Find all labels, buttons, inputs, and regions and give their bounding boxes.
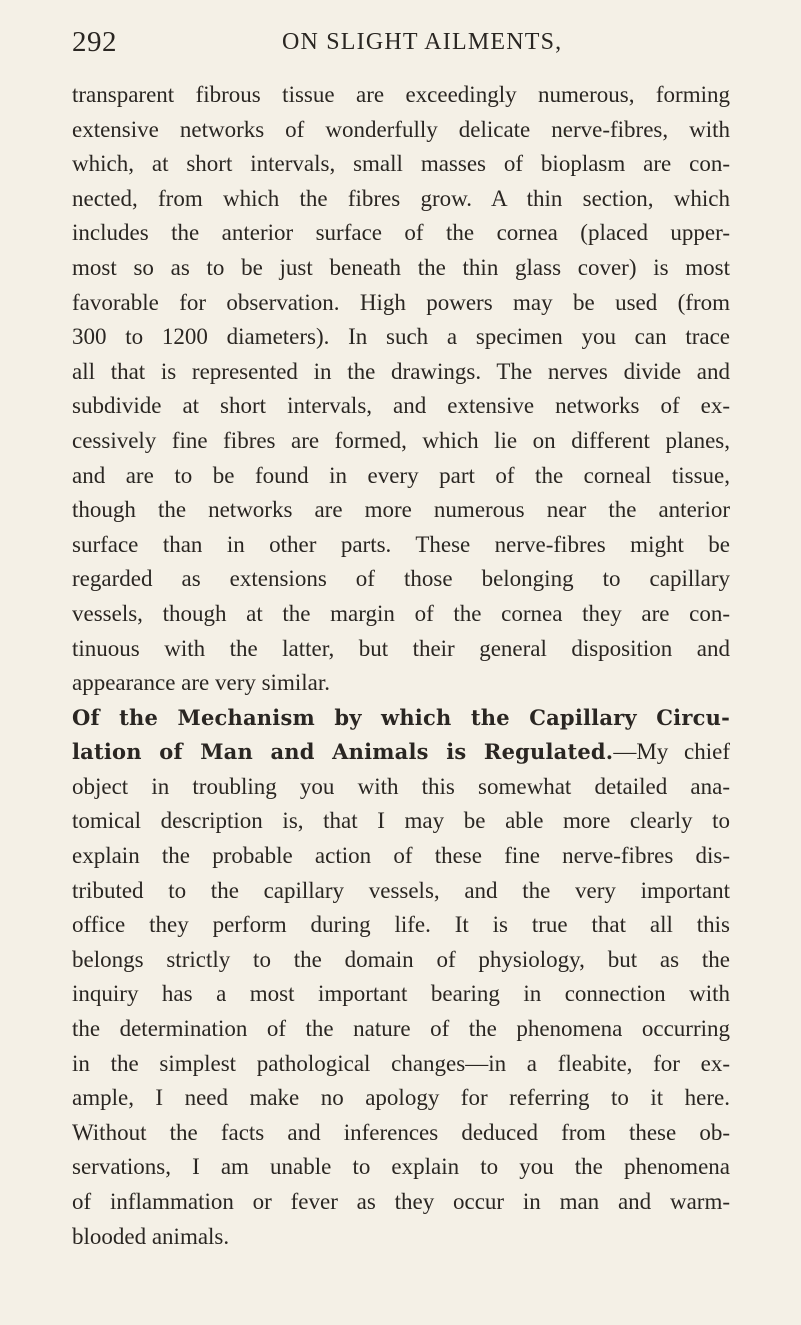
- text-line: surface than in other parts. These nerve-fibres might be: [72, 531, 730, 557]
- text-line: blooded animals.: [72, 1223, 230, 1249]
- running-head: [72, 22, 732, 62]
- text-line: tinuous with the latter, but their general disposition and: [72, 635, 730, 661]
- section-heading-part-1: Of the Mechanism by which the Capillary Circu-: [72, 704, 730, 730]
- page-number: 292: [72, 26, 117, 58]
- text-line: ample, I need make no apology for referring to it here.: [72, 1085, 730, 1111]
- text-line: cessively fine fibres are formed, which lie on different planes,: [72, 427, 730, 453]
- text-line: favorable for observation. High powers may be used (from: [72, 289, 730, 315]
- running-title: ON SLIGHT AILMENTS,: [282, 29, 563, 55]
- text-line: regarded as extensions of those belonging to capillary: [72, 566, 730, 592]
- text-line: subdivide at short intervals, and extensive networks of ex-: [72, 393, 730, 419]
- text-line: tomical description is, that I may be able more clearly to: [72, 808, 730, 834]
- text-line: object in troubling you with this somewhat detailed ana-: [72, 773, 730, 799]
- section-heading-line-1: [72, 701, 730, 736]
- text-line: the determination of the nature of the phenomena occurring: [72, 1016, 730, 1042]
- text-line: which, at short intervals, small masses of bioplasm are con-: [72, 151, 730, 177]
- text-line: though the networks are more numerous near the anterior: [72, 497, 730, 523]
- text-line: servations, I am unable to explain to you the phenomena: [72, 1154, 730, 1180]
- text-line: most so as to be just beneath the thin glass cover) is most: [72, 254, 730, 280]
- text-line: nected, from which the fibres grow. A thin section, which: [72, 185, 730, 211]
- section-heading-run-on: —My chief: [613, 739, 730, 765]
- section-heading-part-2: lation of Man and Animals is Regulated.: [72, 739, 614, 765]
- text-line: extensive networks of wonderfully delicate nerve-fibres, with: [72, 116, 730, 142]
- text-line: explain the probable action of these fine nerve-fibres dis-: [72, 843, 730, 869]
- section-heading-line-2: [72, 735, 730, 770]
- text-line: includes the anterior surface of the cornea (placed upper-: [72, 220, 730, 246]
- text-line: appearance are very similar.: [72, 670, 330, 696]
- text-line: Without the facts and inferences deduced from these ob-: [72, 1119, 730, 1145]
- text-line: 300 to 1200 diameters). In such a specimen you can trace: [72, 324, 730, 350]
- text-line: office they perform during life. It is true that all this: [72, 912, 730, 938]
- text-line: all that is represented in the drawings. The nerves divide and: [72, 358, 730, 384]
- text-line: tributed to the capillary vessels, and the very important: [72, 877, 730, 903]
- text-line: of inflammation or fever as they occur in man and warm-: [72, 1189, 730, 1214]
- text-line: inquiry has a most important bearing in connection with: [72, 981, 730, 1007]
- text-line: transparent fibrous tissue are exceedingly numerous, forming: [72, 82, 730, 107]
- body-text: [72, 78, 730, 1254]
- text-line: vessels, though at the margin of the cornea they are con-: [72, 600, 730, 626]
- text-line: in the simplest pathological changes—in a fleabite, for ex-: [72, 1050, 730, 1076]
- text-line: and are to be found in every part of the corneal tissue,: [72, 462, 730, 488]
- text-line: belongs strictly to the domain of physiology, but as the: [72, 946, 730, 972]
